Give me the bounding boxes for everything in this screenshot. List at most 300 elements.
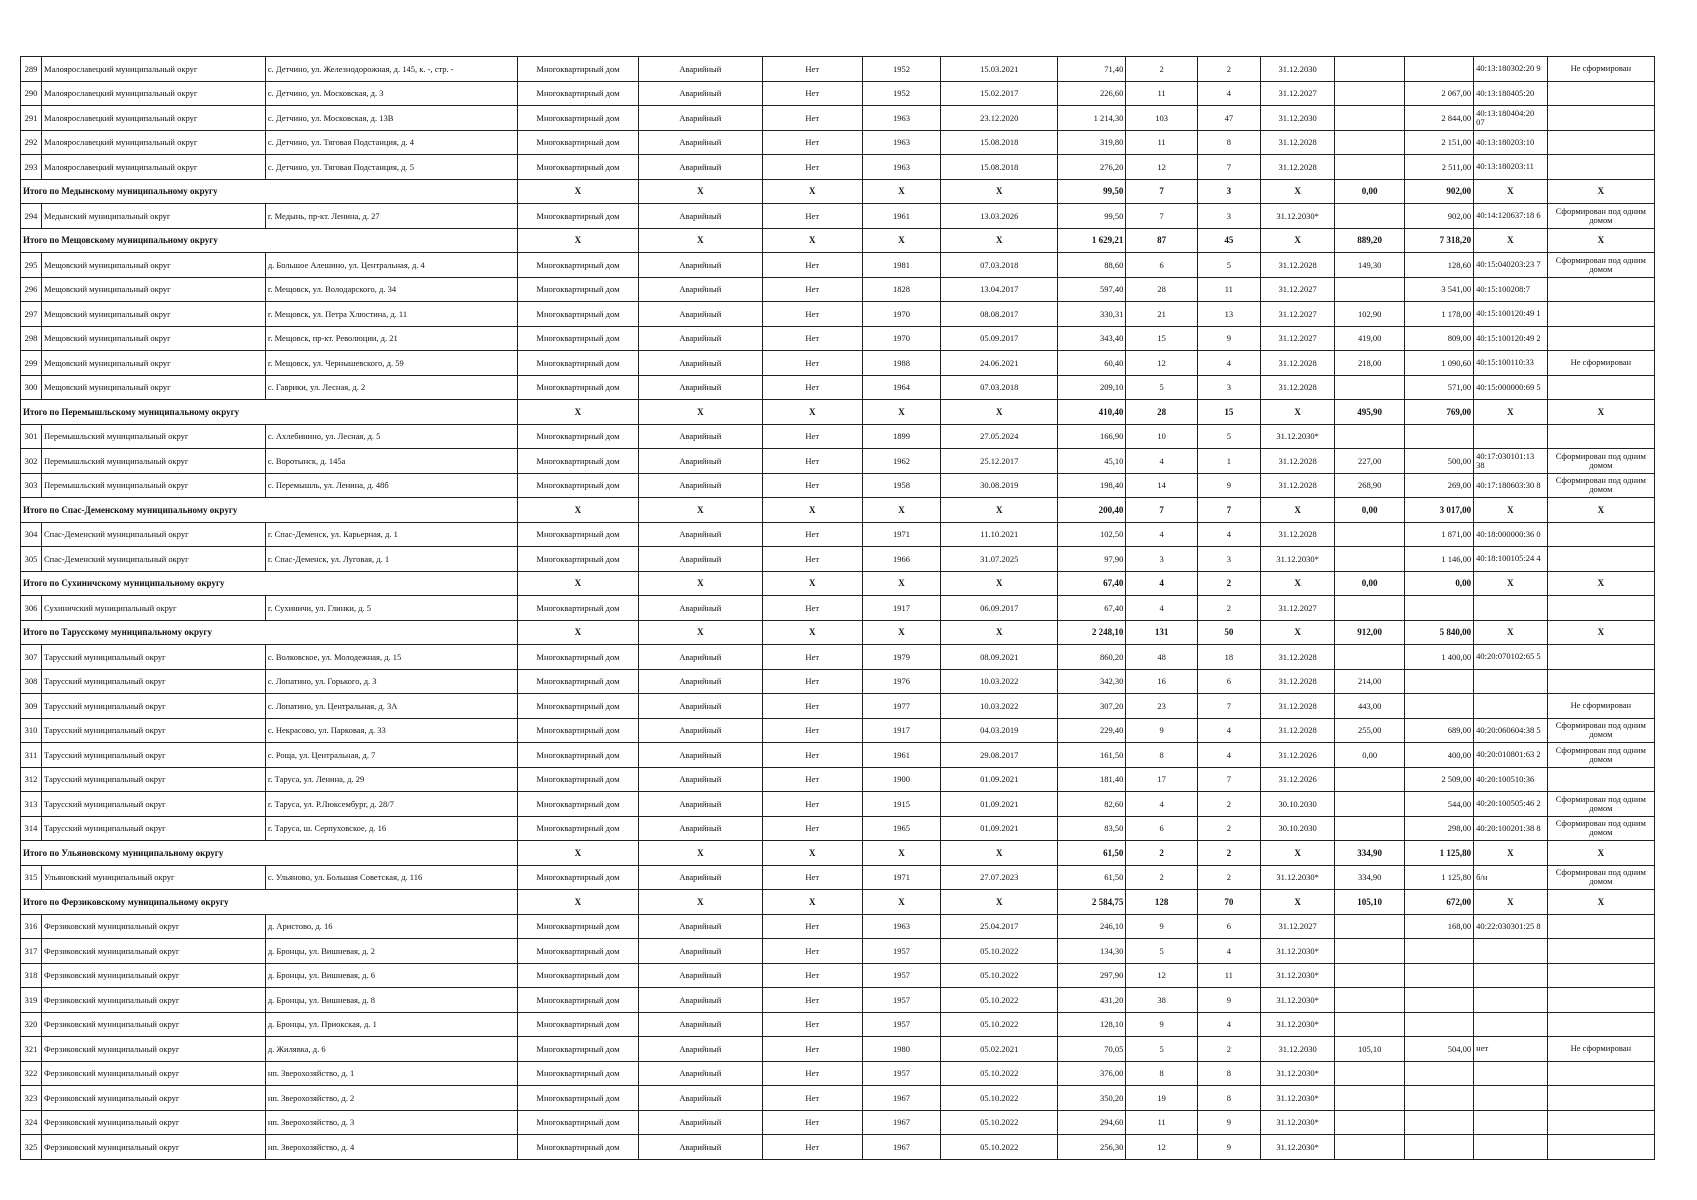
subtotal-status: X bbox=[1547, 498, 1654, 523]
flag-cell: Нет bbox=[762, 865, 862, 890]
people-cell: 9 bbox=[1126, 1012, 1197, 1037]
cadastral-cell: 40:20:100505:46 2 bbox=[1474, 792, 1548, 817]
subtotal-flats: 50 bbox=[1197, 620, 1260, 645]
x-flag-cell: X bbox=[762, 228, 862, 253]
build-year-cell: 1957 bbox=[862, 939, 941, 964]
land-status-cell bbox=[1547, 277, 1654, 302]
subtotal-people: 28 bbox=[1126, 400, 1197, 425]
row-number: 302 bbox=[21, 449, 42, 474]
table-row bbox=[21, 1135, 1655, 1160]
cadastral-cell bbox=[1474, 1110, 1548, 1135]
extra-area-1-cell: 227,00 bbox=[1335, 449, 1404, 474]
land-status-cell bbox=[1547, 326, 1654, 351]
decision-date-cell: 10.03.2022 bbox=[941, 669, 1058, 694]
land-status-cell: Не сформирован bbox=[1547, 694, 1654, 719]
condition-cell: Аварийный bbox=[638, 645, 762, 670]
decision-date-cell: 04.03.2019 bbox=[941, 718, 1058, 743]
address-cell: г. Таруса, ш. Серпуховское, д. 16 bbox=[265, 816, 517, 841]
emergency-housing-table bbox=[20, 56, 1655, 1160]
area-cell: 181,40 bbox=[1058, 767, 1126, 792]
x-state-cell: X bbox=[638, 841, 762, 866]
people-cell: 14 bbox=[1126, 473, 1197, 498]
x-kind-cell: X bbox=[518, 400, 639, 425]
decision-date-cell: 05.10.2022 bbox=[941, 988, 1058, 1013]
municipality-cell: Ферзиковский муниципальный округ bbox=[42, 1037, 266, 1062]
building-type-cell: Многоквартирный дом bbox=[518, 1012, 639, 1037]
subtotal-row bbox=[21, 400, 1655, 425]
area-cell: 128,10 bbox=[1058, 1012, 1126, 1037]
extra-area-2-cell: 500,00 bbox=[1404, 449, 1473, 474]
area-cell: 161,50 bbox=[1058, 743, 1126, 768]
building-type-cell: Многоквартирный дом bbox=[518, 645, 639, 670]
area-cell: 343,40 bbox=[1058, 326, 1126, 351]
cadastral-cell bbox=[1474, 939, 1548, 964]
condition-cell: Аварийный bbox=[638, 914, 762, 939]
subtotal-row bbox=[21, 571, 1655, 596]
municipality-cell: Мещовский муниципальный округ bbox=[42, 326, 266, 351]
x-year-cell: X bbox=[862, 841, 941, 866]
flats-cell: 4 bbox=[1197, 718, 1260, 743]
flag-cell: Нет bbox=[762, 645, 862, 670]
deadline-cell: 31.12.2027 bbox=[1260, 596, 1335, 621]
area-cell: 860,20 bbox=[1058, 645, 1126, 670]
decision-date-cell: 05.10.2022 bbox=[941, 1012, 1058, 1037]
table-row bbox=[21, 718, 1655, 743]
table-body bbox=[21, 57, 1655, 1160]
people-cell: 11 bbox=[1126, 130, 1197, 155]
flats-cell: 4 bbox=[1197, 939, 1260, 964]
table-row bbox=[21, 1110, 1655, 1135]
people-cell: 3 bbox=[1126, 547, 1197, 572]
extra-area-2-cell: 504,00 bbox=[1404, 1037, 1473, 1062]
municipality-cell: Перемышльский муниципальный округ bbox=[42, 424, 266, 449]
table-row bbox=[21, 81, 1655, 106]
x-deadline-cell: X bbox=[1260, 620, 1335, 645]
table-row bbox=[21, 277, 1655, 302]
build-year-cell: 1967 bbox=[862, 1086, 941, 1111]
flats-cell: 2 bbox=[1197, 57, 1260, 82]
cadastral-cell: 40:13:180404:20 07 bbox=[1474, 106, 1548, 131]
row-number: 307 bbox=[21, 645, 42, 670]
decision-date-cell: 07.03.2018 bbox=[941, 253, 1058, 278]
x-state-cell: X bbox=[638, 571, 762, 596]
subtotal-row bbox=[21, 841, 1655, 866]
decision-date-cell: 01.09.2021 bbox=[941, 767, 1058, 792]
condition-cell: Аварийный bbox=[638, 1012, 762, 1037]
extra-area-2-cell: 1 090,60 bbox=[1404, 351, 1473, 376]
address-cell: г. Мещовск, ул. Володарского, д. 34 bbox=[265, 277, 517, 302]
extra-area-1-cell bbox=[1335, 1110, 1404, 1135]
people-cell: 12 bbox=[1126, 1135, 1197, 1160]
condition-cell: Аварийный bbox=[638, 155, 762, 180]
flats-cell: 9 bbox=[1197, 326, 1260, 351]
table-row bbox=[21, 130, 1655, 155]
subtotal-cadastral: X bbox=[1474, 228, 1548, 253]
cadastral-cell: 40:13:180203:11 bbox=[1474, 155, 1548, 180]
address-cell: с. Лопатино, ул. Центральная, д. 3А bbox=[265, 694, 517, 719]
people-cell: 12 bbox=[1126, 351, 1197, 376]
address-cell: с. Гаврики, ул. Лесная, д. 2 bbox=[265, 375, 517, 400]
subtotal-label: Итого по Тарусскому муниципальному округу bbox=[21, 620, 518, 645]
x-state-cell: X bbox=[638, 620, 762, 645]
building-type-cell: Многоквартирный дом bbox=[518, 792, 639, 817]
build-year-cell: 1962 bbox=[862, 449, 941, 474]
address-cell: с. Ульяново, ул. Большая Советская, д. 116 bbox=[265, 865, 517, 890]
row-number: 293 bbox=[21, 155, 42, 180]
flag-cell: Нет bbox=[762, 302, 862, 327]
extra-area-1-cell bbox=[1335, 767, 1404, 792]
extra-area-1-cell bbox=[1335, 1061, 1404, 1086]
extra-area-1-cell: 443,00 bbox=[1335, 694, 1404, 719]
municipality-cell: Малоярославецкий муниципальный округ bbox=[42, 57, 266, 82]
deadline-cell: 31.12.2027 bbox=[1260, 277, 1335, 302]
cadastral-cell bbox=[1474, 988, 1548, 1013]
build-year-cell: 1963 bbox=[862, 155, 941, 180]
municipality-cell: Малоярославецкий муниципальный округ bbox=[42, 155, 266, 180]
extra-area-2-cell: 2 151,00 bbox=[1404, 130, 1473, 155]
decision-date-cell: 05.10.2022 bbox=[941, 1110, 1058, 1135]
deadline-cell: 31.12.2028 bbox=[1260, 694, 1335, 719]
area-cell: 431,20 bbox=[1058, 988, 1126, 1013]
deadline-cell: 31.12.2028 bbox=[1260, 253, 1335, 278]
subtotal-cadastral: X bbox=[1474, 841, 1548, 866]
extra-area-1-cell: 214,00 bbox=[1335, 669, 1404, 694]
address-cell: с. Некрасово, ул. Парковая, д. 33 bbox=[265, 718, 517, 743]
address-cell: с. Воротынск, д. 145а bbox=[265, 449, 517, 474]
cadastral-cell: 40:14:120637:18 6 bbox=[1474, 204, 1548, 229]
area-cell: 376,00 bbox=[1058, 1061, 1126, 1086]
build-year-cell: 1965 bbox=[862, 816, 941, 841]
x-date-cell: X bbox=[941, 400, 1058, 425]
x-flag-cell: X bbox=[762, 571, 862, 596]
subtotal-status: X bbox=[1547, 228, 1654, 253]
extra-area-2-cell bbox=[1404, 939, 1473, 964]
flag-cell: Нет bbox=[762, 914, 862, 939]
subtotal-row bbox=[21, 890, 1655, 915]
condition-cell: Аварийный bbox=[638, 547, 762, 572]
subtotal-people: 128 bbox=[1126, 890, 1197, 915]
x-deadline-cell: X bbox=[1260, 228, 1335, 253]
area-cell: 70,05 bbox=[1058, 1037, 1126, 1062]
deadline-cell: 30.10.2030 bbox=[1260, 792, 1335, 817]
deadline-cell: 31.12.2030* bbox=[1260, 547, 1335, 572]
condition-cell: Аварийный bbox=[638, 1110, 762, 1135]
land-status-cell bbox=[1547, 669, 1654, 694]
flats-cell: 47 bbox=[1197, 106, 1260, 131]
flats-cell: 6 bbox=[1197, 669, 1260, 694]
table-row bbox=[21, 816, 1655, 841]
building-type-cell: Многоквартирный дом bbox=[518, 963, 639, 988]
address-cell: нп. Зверохозяйство, д. 4 bbox=[265, 1135, 517, 1160]
address-cell: нп. Зверохозяйство, д. 2 bbox=[265, 1086, 517, 1111]
municipality-cell: Тарусский муниципальный округ bbox=[42, 645, 266, 670]
subtotal-status: X bbox=[1547, 400, 1654, 425]
decision-date-cell: 23.12.2020 bbox=[941, 106, 1058, 131]
building-type-cell: Многоквартирный дом bbox=[518, 1037, 639, 1062]
deadline-cell: 31.12.2028 bbox=[1260, 718, 1335, 743]
people-cell: 10 bbox=[1126, 424, 1197, 449]
deadline-cell: 31.12.2027 bbox=[1260, 326, 1335, 351]
municipality-cell: Мещовский муниципальный округ bbox=[42, 375, 266, 400]
deadline-cell: 31.12.2028 bbox=[1260, 669, 1335, 694]
building-type-cell: Многоквартирный дом bbox=[518, 326, 639, 351]
flats-cell: 4 bbox=[1197, 351, 1260, 376]
build-year-cell: 1952 bbox=[862, 81, 941, 106]
subtotal-status: X bbox=[1547, 890, 1654, 915]
x-year-cell: X bbox=[862, 498, 941, 523]
x-deadline-cell: X bbox=[1260, 400, 1335, 425]
flats-cell: 18 bbox=[1197, 645, 1260, 670]
x-flag-cell: X bbox=[762, 890, 862, 915]
flag-cell: Нет bbox=[762, 81, 862, 106]
building-type-cell: Многоквартирный дом bbox=[518, 57, 639, 82]
table-row bbox=[21, 375, 1655, 400]
deadline-cell: 31.12.2027 bbox=[1260, 914, 1335, 939]
decision-date-cell: 05.10.2022 bbox=[941, 963, 1058, 988]
extra-area-1-cell: 419,00 bbox=[1335, 326, 1404, 351]
municipality-cell: Ферзиковский муниципальный округ bbox=[42, 1086, 266, 1111]
x-year-cell: X bbox=[862, 179, 941, 204]
building-type-cell: Многоквартирный дом bbox=[518, 449, 639, 474]
subtotal-label: Итого по Медынскому муниципальному округу bbox=[21, 179, 518, 204]
row-number: 310 bbox=[21, 718, 42, 743]
x-kind-cell: X bbox=[518, 620, 639, 645]
build-year-cell: 1915 bbox=[862, 792, 941, 817]
address-cell: д. Бронцы, ул. Приокская, д. 1 bbox=[265, 1012, 517, 1037]
subtotal-flats: 70 bbox=[1197, 890, 1260, 915]
subtotal-extra-area-2: 7 318,20 bbox=[1404, 228, 1473, 253]
build-year-cell: 1966 bbox=[862, 547, 941, 572]
build-year-cell: 1963 bbox=[862, 914, 941, 939]
condition-cell: Аварийный bbox=[638, 522, 762, 547]
subtotal-status: X bbox=[1547, 620, 1654, 645]
building-type-cell: Многоквартирный дом bbox=[518, 277, 639, 302]
flag-cell: Нет bbox=[762, 767, 862, 792]
extra-area-1-cell bbox=[1335, 1135, 1404, 1160]
extra-area-2-cell bbox=[1404, 1012, 1473, 1037]
people-cell: 2 bbox=[1126, 57, 1197, 82]
flag-cell: Нет bbox=[762, 1037, 862, 1062]
extra-area-2-cell: 571,00 bbox=[1404, 375, 1473, 400]
subtotal-area: 61,50 bbox=[1058, 841, 1126, 866]
table-row bbox=[21, 914, 1655, 939]
cadastral-cell: 40:20:010801:63 2 bbox=[1474, 743, 1548, 768]
building-type-cell: Многоквартирный дом bbox=[518, 302, 639, 327]
x-flag-cell: X bbox=[762, 841, 862, 866]
decision-date-cell: 05.09.2017 bbox=[941, 326, 1058, 351]
build-year-cell: 1977 bbox=[862, 694, 941, 719]
build-year-cell: 1967 bbox=[862, 1110, 941, 1135]
land-status-cell bbox=[1547, 522, 1654, 547]
flag-cell: Нет bbox=[762, 1135, 862, 1160]
flag-cell: Нет bbox=[762, 939, 862, 964]
people-cell: 6 bbox=[1126, 253, 1197, 278]
deadline-cell: 31.12.2030 bbox=[1260, 106, 1335, 131]
land-status-cell bbox=[1547, 645, 1654, 670]
subtotal-people: 7 bbox=[1126, 498, 1197, 523]
decision-date-cell: 25.04.2017 bbox=[941, 914, 1058, 939]
flag-cell: Нет bbox=[762, 375, 862, 400]
flag-cell: Нет bbox=[762, 988, 862, 1013]
row-number: 314 bbox=[21, 816, 42, 841]
deadline-cell: 31.12.2030* bbox=[1260, 424, 1335, 449]
deadline-cell: 31.12.2028 bbox=[1260, 449, 1335, 474]
decision-date-cell: 11.10.2021 bbox=[941, 522, 1058, 547]
cadastral-cell bbox=[1474, 694, 1548, 719]
municipality-cell: Тарусский муниципальный округ bbox=[42, 792, 266, 817]
extra-area-1-cell bbox=[1335, 792, 1404, 817]
condition-cell: Аварийный bbox=[638, 988, 762, 1013]
extra-area-2-cell bbox=[1404, 988, 1473, 1013]
people-cell: 7 bbox=[1126, 204, 1197, 229]
area-cell: 82,60 bbox=[1058, 792, 1126, 817]
extra-area-2-cell bbox=[1404, 1110, 1473, 1135]
building-type-cell: Многоквартирный дом bbox=[518, 351, 639, 376]
row-number: 294 bbox=[21, 204, 42, 229]
cadastral-cell: б/н bbox=[1474, 865, 1548, 890]
condition-cell: Аварийный bbox=[638, 351, 762, 376]
address-cell: г. Таруса, ул. Р.Люксембург, д. 28/7 bbox=[265, 792, 517, 817]
municipality-cell: Мещовский муниципальный округ bbox=[42, 302, 266, 327]
extra-area-2-cell: 168,00 bbox=[1404, 914, 1473, 939]
flats-cell: 7 bbox=[1197, 767, 1260, 792]
flats-cell: 3 bbox=[1197, 547, 1260, 572]
people-cell: 48 bbox=[1126, 645, 1197, 670]
area-cell: 330,31 bbox=[1058, 302, 1126, 327]
flag-cell: Нет bbox=[762, 277, 862, 302]
cadastral-cell: 40:20:070102:65 5 bbox=[1474, 645, 1548, 670]
flats-cell: 2 bbox=[1197, 792, 1260, 817]
land-status-cell bbox=[1547, 939, 1654, 964]
building-type-cell: Многоквартирный дом bbox=[518, 596, 639, 621]
subtotal-extra-area-2: 5 840,00 bbox=[1404, 620, 1473, 645]
condition-cell: Аварийный bbox=[638, 1086, 762, 1111]
subtotal-row bbox=[21, 620, 1655, 645]
extra-area-1-cell bbox=[1335, 130, 1404, 155]
subtotal-extra-area-2: 3 017,00 bbox=[1404, 498, 1473, 523]
municipality-cell: Ферзиковский муниципальный округ bbox=[42, 1135, 266, 1160]
build-year-cell: 1957 bbox=[862, 988, 941, 1013]
row-number: 325 bbox=[21, 1135, 42, 1160]
flag-cell: Нет bbox=[762, 1012, 862, 1037]
people-cell: 15 bbox=[1126, 326, 1197, 351]
condition-cell: Аварийный bbox=[638, 204, 762, 229]
area-cell: 226,60 bbox=[1058, 81, 1126, 106]
building-type-cell: Многоквартирный дом bbox=[518, 1135, 639, 1160]
cadastral-cell bbox=[1474, 1086, 1548, 1111]
municipality-cell: Ферзиковский муниципальный округ bbox=[42, 939, 266, 964]
land-status-cell bbox=[1547, 1086, 1654, 1111]
extra-area-2-cell: 544,00 bbox=[1404, 792, 1473, 817]
x-state-cell: X bbox=[638, 228, 762, 253]
flats-cell: 9 bbox=[1197, 1135, 1260, 1160]
subtotal-area: 410,40 bbox=[1058, 400, 1126, 425]
extra-area-1-cell bbox=[1335, 424, 1404, 449]
municipality-cell: Ферзиковский муниципальный округ bbox=[42, 1110, 266, 1135]
deadline-cell: 31.12.2027 bbox=[1260, 81, 1335, 106]
extra-area-1-cell bbox=[1335, 914, 1404, 939]
address-cell: с. Перемышль, ул. Ленина, д. 48б bbox=[265, 473, 517, 498]
decision-date-cell: 15.08.2018 bbox=[941, 155, 1058, 180]
extra-area-2-cell: 902,00 bbox=[1404, 204, 1473, 229]
flag-cell: Нет bbox=[762, 204, 862, 229]
land-status-cell: Сформирован под одним домом bbox=[1547, 816, 1654, 841]
subtotal-area: 99,50 bbox=[1058, 179, 1126, 204]
address-cell: с. Ахлебинино, ул. Лесная, д. 5 bbox=[265, 424, 517, 449]
people-cell: 17 bbox=[1126, 767, 1197, 792]
flats-cell: 4 bbox=[1197, 81, 1260, 106]
decision-date-cell: 27.05.2024 bbox=[941, 424, 1058, 449]
deadline-cell: 31.12.2030* bbox=[1260, 1110, 1335, 1135]
land-status-cell bbox=[1547, 106, 1654, 131]
deadline-cell: 31.12.2030* bbox=[1260, 1135, 1335, 1160]
subtotal-people: 131 bbox=[1126, 620, 1197, 645]
building-type-cell: Многоквартирный дом bbox=[518, 1061, 639, 1086]
subtotal-status: X bbox=[1547, 841, 1654, 866]
people-cell: 4 bbox=[1126, 792, 1197, 817]
condition-cell: Аварийный bbox=[638, 302, 762, 327]
decision-date-cell: 15.08.2018 bbox=[941, 130, 1058, 155]
building-type-cell: Многоквартирный дом bbox=[518, 1086, 639, 1111]
deadline-cell: 31.12.2030* bbox=[1260, 963, 1335, 988]
cadastral-cell bbox=[1474, 596, 1548, 621]
x-flag-cell: X bbox=[762, 179, 862, 204]
area-cell: 45,10 bbox=[1058, 449, 1126, 474]
decision-date-cell: 15.03.2021 bbox=[941, 57, 1058, 82]
row-number: 303 bbox=[21, 473, 42, 498]
cadastral-cell: 40:13:180302:20 9 bbox=[1474, 57, 1548, 82]
subtotal-label: Итого по Перемышльскому муниципальному округу bbox=[21, 400, 518, 425]
x-flag-cell: X bbox=[762, 620, 862, 645]
land-status-cell: Не сформирован bbox=[1547, 57, 1654, 82]
decision-date-cell: 29.08.2017 bbox=[941, 743, 1058, 768]
municipality-cell: Тарусский муниципальный округ bbox=[42, 669, 266, 694]
address-cell: с. Детчино, ул. Московская, д. 3 bbox=[265, 81, 517, 106]
x-date-cell: X bbox=[941, 228, 1058, 253]
x-kind-cell: X bbox=[518, 498, 639, 523]
subtotal-area: 2 248,10 bbox=[1058, 620, 1126, 645]
land-status-cell: Сформирован под одним домом bbox=[1547, 473, 1654, 498]
x-year-cell: X bbox=[862, 620, 941, 645]
table-row bbox=[21, 424, 1655, 449]
address-cell: нп. Зверохозяйство, д. 1 bbox=[265, 1061, 517, 1086]
area-cell: 88,60 bbox=[1058, 253, 1126, 278]
land-status-cell: Сформирован под одним домом bbox=[1547, 253, 1654, 278]
area-cell: 297,90 bbox=[1058, 963, 1126, 988]
municipality-cell: Малоярославецкий муниципальный округ bbox=[42, 106, 266, 131]
subtotal-extra-area-1: 0,00 bbox=[1335, 571, 1404, 596]
row-number: 305 bbox=[21, 547, 42, 572]
table-row bbox=[21, 939, 1655, 964]
x-date-cell: X bbox=[941, 890, 1058, 915]
build-year-cell: 1970 bbox=[862, 302, 941, 327]
municipality-cell: Малоярославецкий муниципальный округ bbox=[42, 81, 266, 106]
area-cell: 60,40 bbox=[1058, 351, 1126, 376]
area-cell: 307,20 bbox=[1058, 694, 1126, 719]
extra-area-2-cell: 3 541,00 bbox=[1404, 277, 1473, 302]
building-type-cell: Многоквартирный дом bbox=[518, 547, 639, 572]
building-type-cell: Многоквартирный дом bbox=[518, 1110, 639, 1135]
subtotal-extra-area-1: 105,10 bbox=[1335, 890, 1404, 915]
address-cell: д. Бронцы, ул. Вишневая, д. 6 bbox=[265, 963, 517, 988]
condition-cell: Аварийный bbox=[638, 277, 762, 302]
decision-date-cell: 13.04.2017 bbox=[941, 277, 1058, 302]
flag-cell: Нет bbox=[762, 792, 862, 817]
extra-area-2-cell: 2 509,00 bbox=[1404, 767, 1473, 792]
building-type-cell: Многоквартирный дом bbox=[518, 718, 639, 743]
flag-cell: Нет bbox=[762, 424, 862, 449]
building-type-cell: Многоквартирный дом bbox=[518, 914, 639, 939]
